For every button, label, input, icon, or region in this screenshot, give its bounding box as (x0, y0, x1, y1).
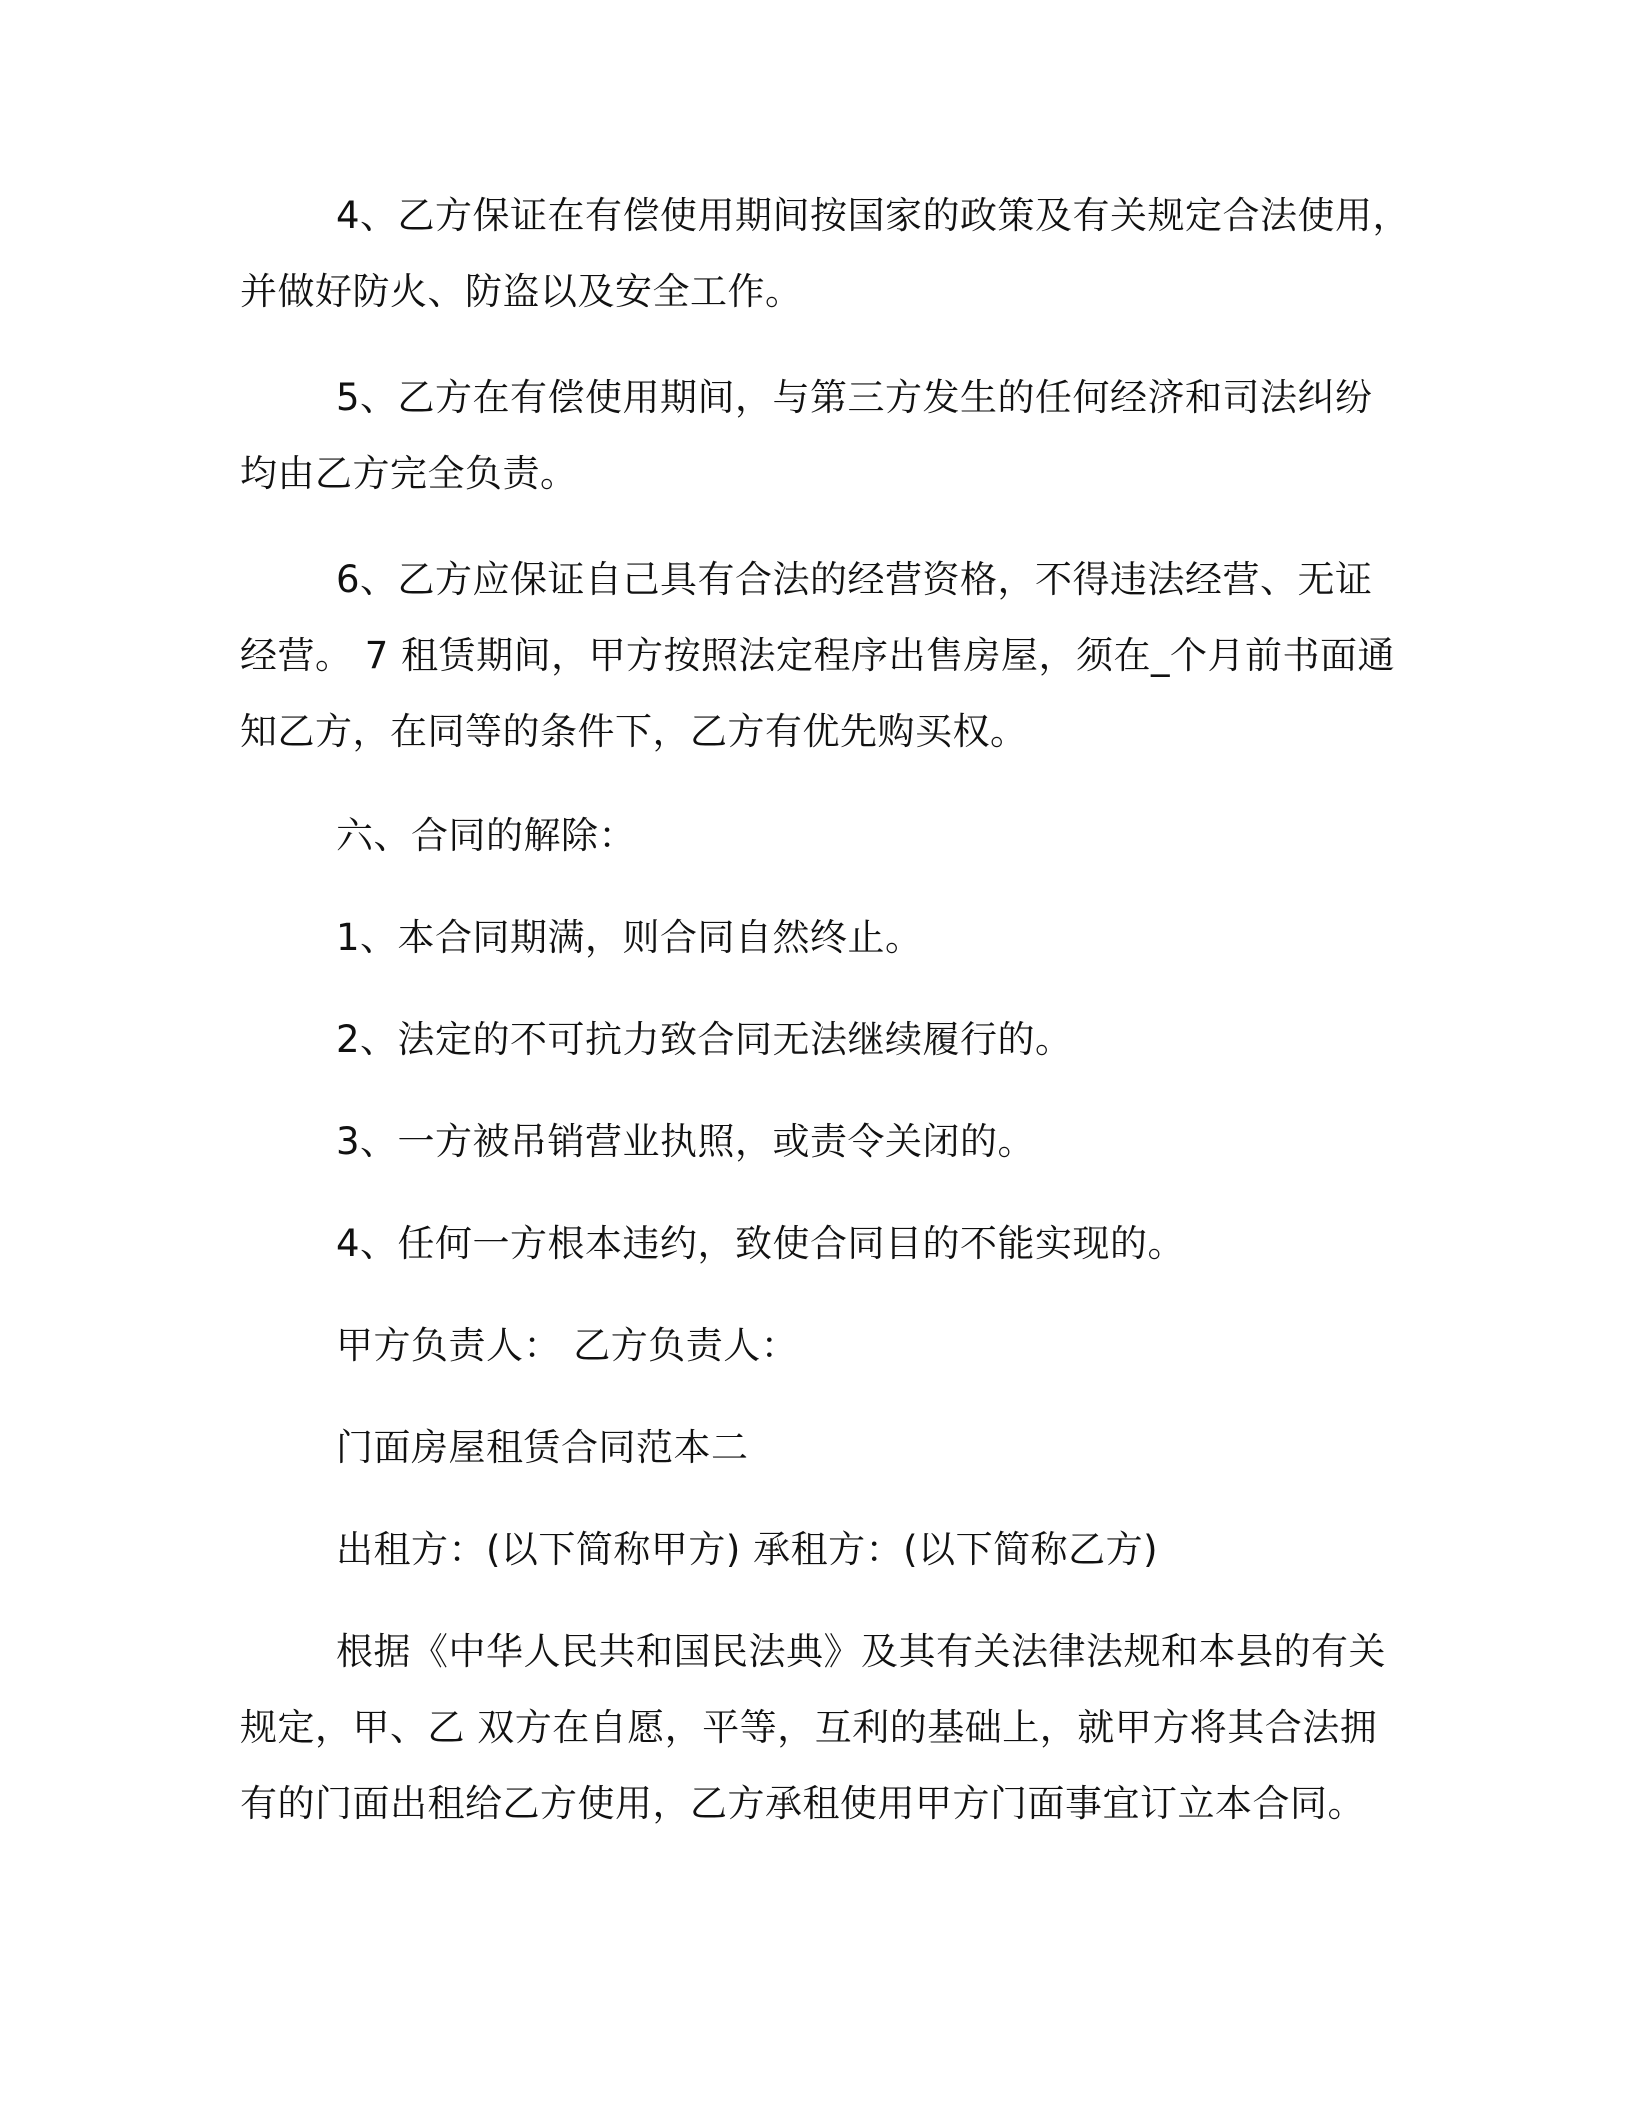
termination-item-2 (240, 1002, 1400, 1078)
text-line: 4、任何一方根本违约，致使合同目的不能实现的。 (336, 1222, 1186, 1265)
termination-item-4 (240, 1206, 1400, 1282)
text-line: 有的门面出租给乙方使用，乙方承租使用甲方门面事宜订立本合同。 (240, 1782, 1365, 1825)
parties-line (240, 1512, 1400, 1588)
text-line: 3、一方被吊销营业执照，或责令关闭的。 (336, 1120, 1036, 1163)
clause-6-paragraph (240, 542, 1400, 770)
text-line: 根据《中华人民共和国民法典》及其有关法律法规和本县的有关 (336, 1630, 1386, 1673)
heading-line: 六、合同的解除： (336, 814, 636, 857)
heading-line: 门面房屋租赁合同范本二 (336, 1426, 749, 1469)
text-line: 出租方：(以下简称甲方) 承租方：(以下简称乙方) (336, 1528, 1159, 1571)
template-2-title (240, 1410, 1400, 1486)
text-line: 并做好防火、防盗以及安全工作。 (240, 270, 803, 313)
text-line: 5、乙方在有偿使用期间，与第三方发生的任何经济和司法纠纷 (336, 376, 1373, 419)
signatories-line (240, 1308, 1400, 1384)
text-line: 均由乙方完全负责。 (240, 452, 578, 495)
termination-item-1 (240, 900, 1400, 976)
text-line: 1、本合同期满，则合同自然终止。 (336, 916, 923, 959)
clause-5-paragraph (240, 360, 1400, 512)
text-line: 2、法定的不可抗力致合同无法继续履行的。 (336, 1018, 1073, 1061)
preamble-paragraph (240, 1614, 1400, 1842)
termination-item-3 (240, 1104, 1400, 1180)
section-6-heading (240, 798, 1400, 874)
text-line: 知乙方，在同等的条件下，乙方有优先购买权。 (240, 710, 1028, 753)
text-line: 经营。 7 租赁期间，甲方按照法定程序出售房屋，须在_个月前书面通 (240, 634, 1396, 677)
text-line: 规定，甲、乙 双方在自愿，平等，互利的基础上，就甲方将其合法拥 (240, 1706, 1378, 1749)
clause-4-paragraph (240, 178, 1411, 330)
text-line: 6、乙方应保证自己具有合法的经营资格，不得违法经营、无证 (336, 558, 1373, 601)
text-line: 4、乙方保证在有偿使用期间按国家的政策及有关规定合法使用， (336, 194, 1411, 237)
text-line: 甲方负责人： 乙方负责人： (336, 1324, 799, 1367)
